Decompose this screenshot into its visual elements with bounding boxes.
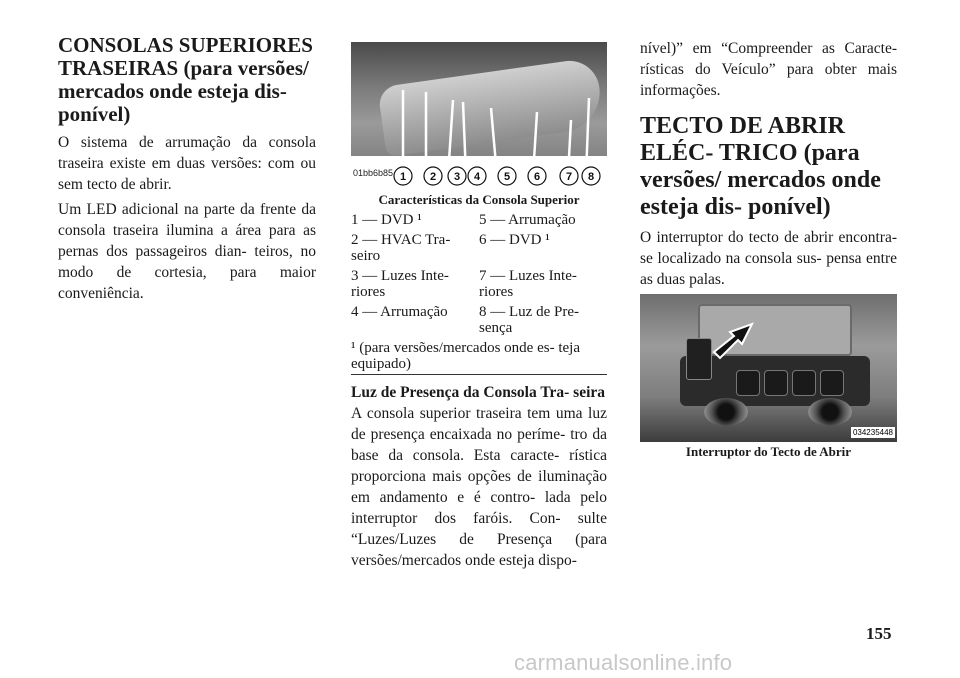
callout-4: 4 — [473, 171, 481, 183]
left-column — [58, 34, 316, 308]
legend-item: 2 — HVAC Tra- seiro — [351, 232, 451, 264]
section-heading-sunroof: TECTO DE ABRIR ELÉC- TRICO (para versões/ mercados onde esteja dis- ponível) — [640, 113, 881, 220]
legend-item: 3 — Luzes Inte- riores — [351, 268, 449, 300]
figure-caption: Características da Consola Superior — [378, 192, 580, 207]
sunroof-switch-photo — [640, 294, 897, 442]
overhead-console-figure — [351, 42, 607, 190]
page-number: 155 — [866, 624, 892, 643]
watermark: carmanualsonline.info — [514, 650, 733, 675]
legend-item: 8 — Luz de Pre- sença — [479, 304, 579, 336]
paragraph-presence-light: A consola superior traseira tem uma luz de presença encaixada no períme- tro da base da consola. Esta caracte- rística proporciona mais opções de iluminação em andamento e é contro- lada pelo interruptor dos faróis. Con- sulte “Luzes/Luzes de Presença (para versões/mercados onde esteja dispo- — [351, 405, 607, 569]
arrow-icon — [712, 322, 772, 362]
legend-row — [351, 212, 607, 232]
legend-row — [351, 304, 607, 340]
callout-1: 1 — [399, 171, 407, 183]
reading-lamp — [808, 398, 852, 426]
photo-image-code: 034235448 — [852, 428, 893, 437]
legend-item: 4 — Arrumação — [351, 304, 448, 320]
sunroof-switch — [686, 338, 712, 380]
right-column — [640, 38, 897, 464]
middle-column — [351, 38, 607, 575]
panel-switch — [736, 370, 760, 396]
callout-6: 6 — [533, 171, 541, 183]
legend-footnote: ¹ (para versões/mercados onde es- teja equipado) — [351, 340, 607, 375]
panel-switch — [792, 370, 816, 396]
legend-item: 7 — Luzes Inte- riores — [479, 268, 577, 300]
callout-2: 2 — [429, 171, 437, 183]
panel-switch — [764, 370, 788, 396]
photo-caption: Interruptor do Tecto de Abrir — [685, 444, 852, 459]
paragraph-console-versions: O sistema de arrumação da consola traseira existe em duas versões: com ou sem tecto de abrir. — [58, 134, 316, 193]
callout-7: 7 — [565, 171, 573, 183]
callout-8: 8 — [587, 171, 595, 183]
legend-item: 1 — DVD ¹ — [351, 212, 422, 228]
figure-image-code: 01bb6b85 — [353, 168, 394, 178]
legend-item: 5 — Arrumação — [479, 212, 576, 228]
subheading-presence-light: Luz de Presença da Consola Tra- seira — [351, 384, 606, 401]
callout-3: 3 — [453, 171, 461, 183]
paragraph-sunroof-switch: O interruptor do tecto de abrir encontra-se localizado na consola sus- pensa entre as duas palas. — [640, 229, 897, 288]
callout-numbers — [351, 42, 607, 190]
callout-legend — [351, 212, 607, 340]
panel-switch — [820, 370, 844, 396]
legend-row — [351, 232, 607, 268]
legend-row — [351, 268, 607, 304]
reading-lamp — [704, 398, 748, 426]
legend-item: 6 — DVD ¹ — [479, 232, 550, 248]
paragraph-led: Um LED adicional na parte da frente da consola traseira ilumina a área para as pernas dos passageiros dian- teiros, no modo de cortesia, para maior conveniência. — [58, 201, 316, 302]
callout-5: 5 — [503, 171, 511, 183]
paragraph-continued: nível)” em “Compreender as Caracte- rísticas do Veículo” para obter mais informações. — [640, 40, 897, 99]
section-heading-rear-consoles: CONSOLAS SUPERIORES TRASEIRAS (para versões/ mercados onde esteja dis- ponível) — [58, 33, 313, 126]
